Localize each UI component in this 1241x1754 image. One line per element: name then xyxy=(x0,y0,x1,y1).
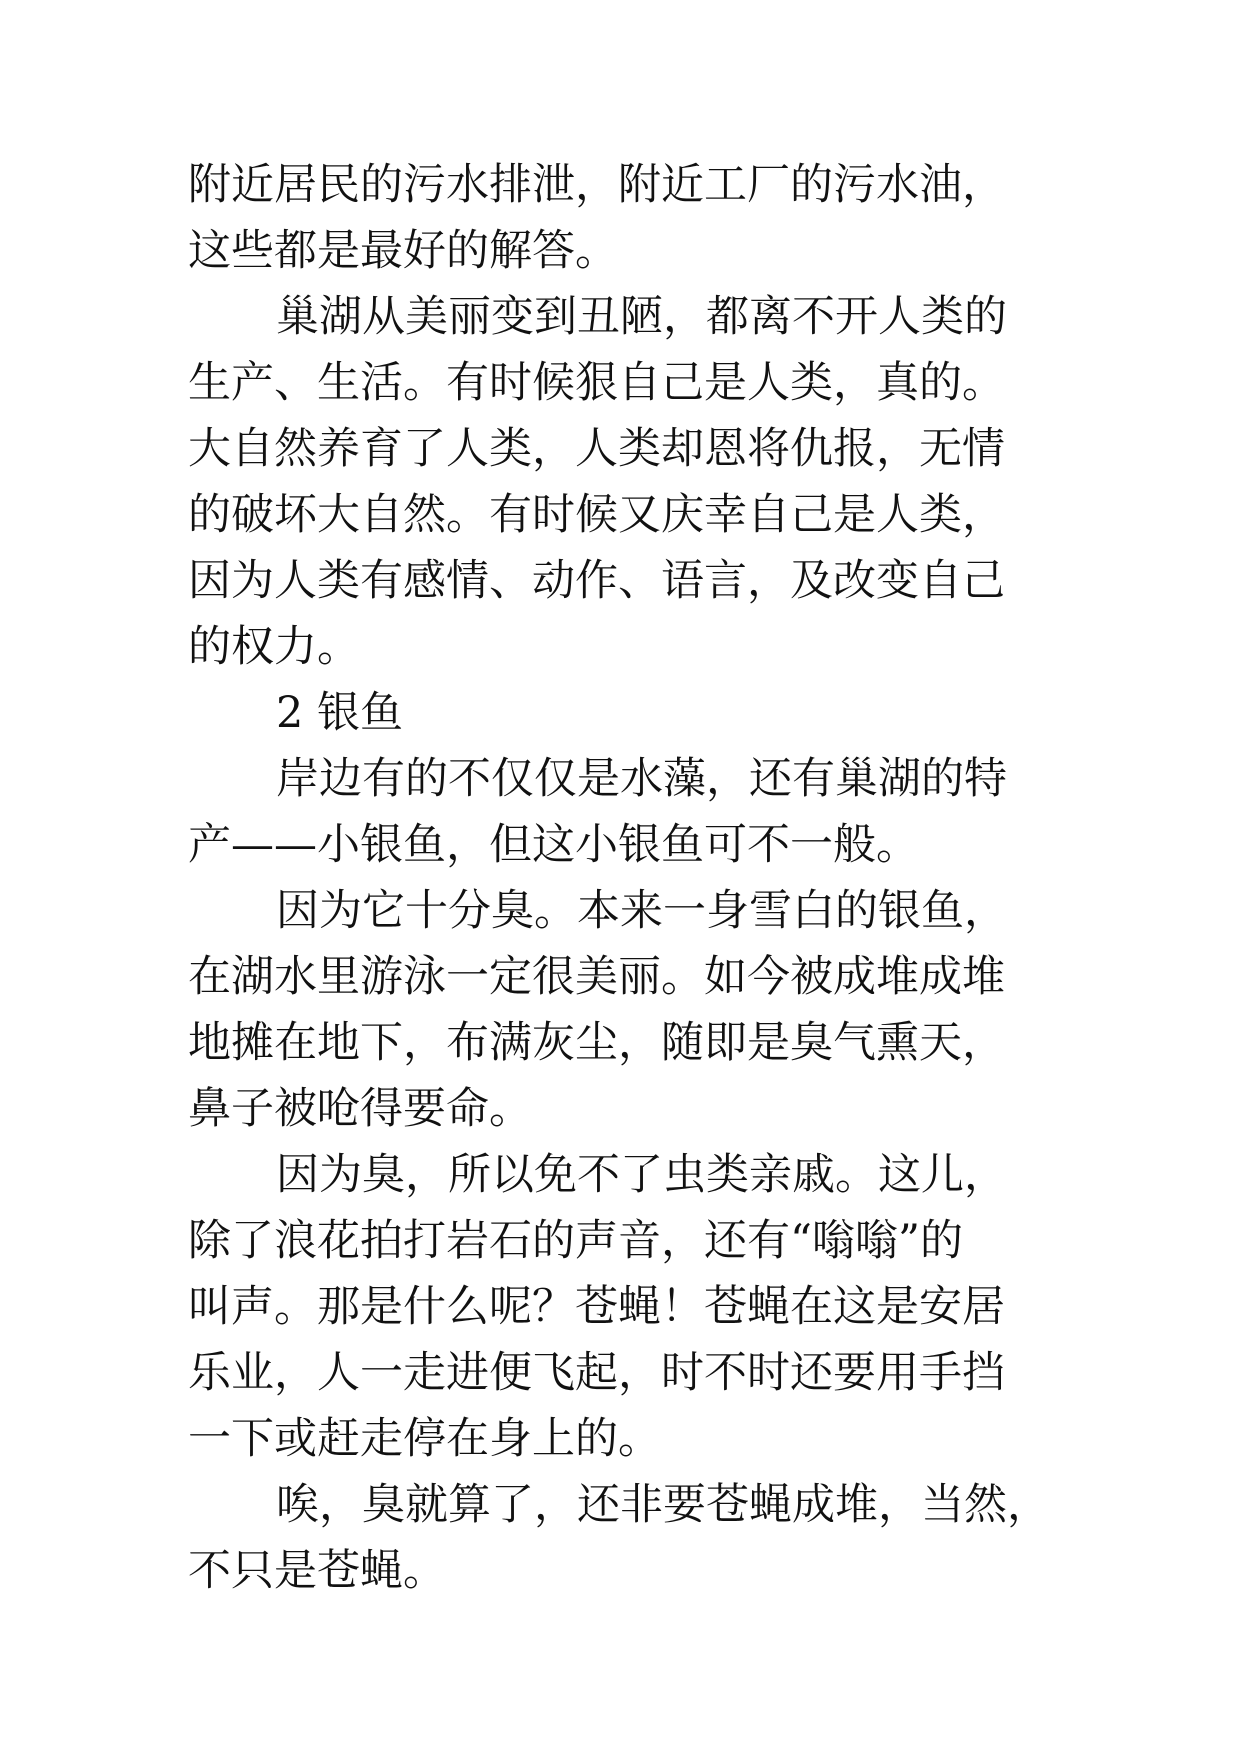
text-line: 叫声。那是什么呢？苍蝇！苍蝇在这是安居 xyxy=(188,1282,1005,1332)
text-line: 因为人类有感情、动作、语言，及改变自己 xyxy=(188,556,1005,606)
text-line: 乐业，人一走进便飞起，时不时还要用手挡 xyxy=(188,1348,1005,1398)
text-line: 巢湖从美丽变到丑陋，都离不开人类的 xyxy=(276,292,1007,342)
text-line: 附近居民的污水排泄，附近工厂的污水油， xyxy=(188,160,1005,210)
text-line: 的破坏大自然。有时候又庆幸自己是人类， xyxy=(188,490,1005,540)
text-line: 岸边有的不仅仅是水藻，还有巢湖的特 xyxy=(276,754,1007,804)
text-line: 这些都是最好的解答。 xyxy=(188,226,618,276)
text-line: 大自然养育了人类，人类却恩将仇报，无情 xyxy=(188,424,1005,474)
text-line: 产——小银鱼，但这小银鱼可不一般。 xyxy=(188,820,919,870)
section-heading: 2 银鱼 xyxy=(276,688,404,738)
text-line: 鼻子被呛得要命。 xyxy=(188,1084,532,1134)
text-line: 一下或赶走停在身上的。 xyxy=(188,1414,661,1464)
text-line: 因为它十分臭。本来一身雪白的银鱼， xyxy=(276,886,1007,936)
text-line: 生产、生活。有时候狠自己是人类，真的。 xyxy=(188,358,1005,408)
text-line: 的权力。 xyxy=(188,622,360,672)
text-line: 唉，臭就算了，还非要苍蝇成堆，当然， xyxy=(276,1480,1050,1530)
text-line: 因为臭，所以免不了虫类亲戚。这儿， xyxy=(276,1150,1007,1200)
text-line: 地摊在地下，布满灰尘，随即是臭气熏天， xyxy=(188,1018,1005,1068)
body-text xyxy=(188,152,1068,1604)
text-line: 在湖水里游泳一定很美丽。如今被成堆成堆 xyxy=(188,952,1005,1002)
text-line: 不只是苍蝇。 xyxy=(188,1546,446,1596)
text-line: 除了浪花拍打岩石的声音，还有“嗡嗡”的 xyxy=(188,1216,963,1266)
